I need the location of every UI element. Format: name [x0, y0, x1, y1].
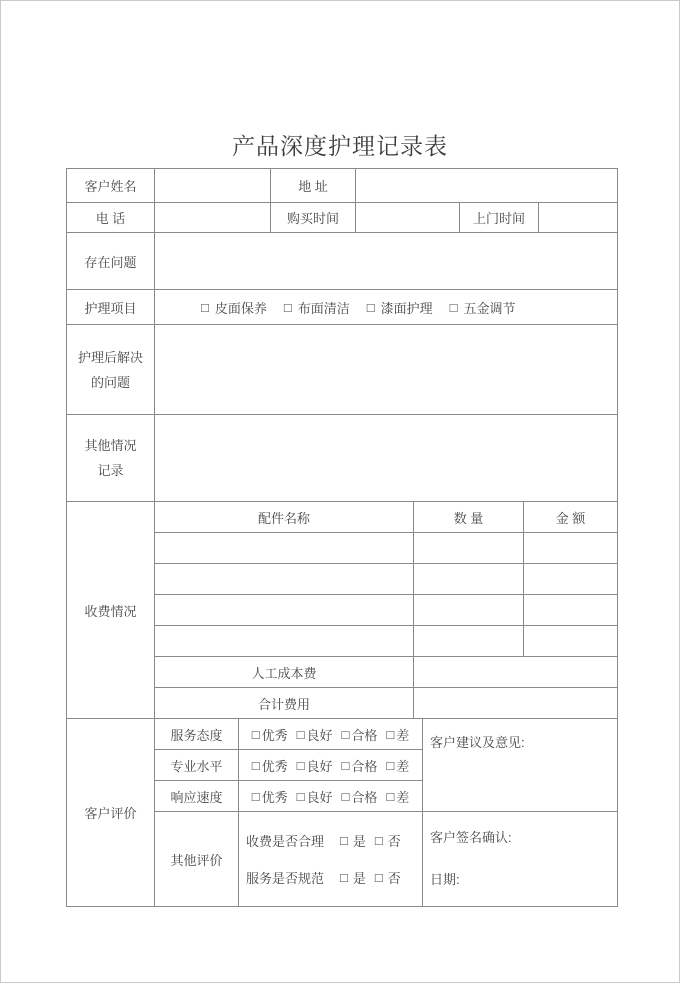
row-existing-problems [67, 233, 617, 290]
other-evaluation-label: 其他评价 [155, 812, 239, 906]
care-item-option [201, 298, 267, 317]
phone-label: 电 话 [67, 203, 155, 232]
no-label: 否 [387, 833, 401, 849]
amount-cell[interactable] [524, 533, 617, 563]
care-option-label: 五金调节 [463, 300, 516, 316]
checkbox-icon[interactable]: □ [251, 788, 260, 804]
accessory-name-cell[interactable] [155, 533, 414, 563]
question-line [239, 868, 422, 887]
visit-time-label: 上门时间 [460, 203, 539, 232]
quantity-header: 数 量 [414, 502, 524, 532]
labor-cost-row [155, 657, 617, 688]
checkbox-icon[interactable]: □ [296, 726, 305, 742]
suggestions-label: 客户建议及意见: [430, 735, 525, 750]
accessory-name-header: 配件名称 [155, 502, 414, 532]
checkbox-icon[interactable]: □ [251, 757, 260, 773]
rating-option-label: 良好 [306, 789, 333, 805]
quantity-cell[interactable] [414, 595, 524, 625]
amount-cell[interactable] [524, 595, 617, 625]
purchase-time-input-cell[interactable] [356, 203, 460, 232]
care-item-option [367, 298, 433, 317]
row-customer-address [67, 169, 617, 203]
rating-option-label: 差 [396, 727, 410, 743]
rating-option-label: 良好 [306, 758, 333, 774]
evaluation-section [67, 719, 617, 906]
accessory-name-cell[interactable] [155, 595, 414, 625]
checkbox-icon[interactable]: □ [340, 832, 348, 848]
rating-option-label: 优秀 [261, 789, 288, 805]
other-records-label [67, 415, 155, 501]
rating-option-label: 优秀 [261, 727, 288, 743]
care-option-label: 漆面护理 [380, 300, 433, 316]
checkbox-icon[interactable]: □ [283, 299, 292, 315]
question-text: 收费是否合理 [246, 833, 325, 849]
customer-name-label: 客户姓名 [67, 169, 155, 202]
signature-label: 客户签名确认: [430, 830, 512, 845]
checkbox-icon[interactable]: □ [386, 757, 395, 773]
other-records-label-line2: 记录 [97, 463, 124, 478]
row-care-items [67, 290, 617, 325]
resolved-problems-label-line2: 的问题 [90, 374, 130, 390]
rating-option [297, 756, 333, 775]
checkbox-icon[interactable]: □ [374, 832, 383, 848]
existing-problems-input-cell[interactable] [155, 233, 617, 289]
rating-row [155, 750, 422, 781]
resolved-problems-label-line1: 护理后解决 [77, 349, 143, 365]
checkbox-icon[interactable]: □ [340, 870, 348, 886]
quantity-cell[interactable] [414, 564, 524, 594]
row-resolved-problems [67, 325, 617, 415]
evaluation-section-label: 客户评价 [67, 719, 155, 906]
rating-label: 响应速度 [155, 781, 239, 811]
phone-input-cell[interactable] [155, 203, 271, 232]
quantity-cell[interactable] [414, 533, 524, 563]
checkbox-icon[interactable]: □ [386, 788, 395, 804]
address-input-cell[interactable] [356, 169, 617, 202]
resolved-problems-label [67, 325, 155, 414]
rating-row [155, 781, 422, 812]
rating-option [252, 725, 288, 744]
accessory-row [155, 533, 617, 564]
rating-label: 服务态度 [155, 719, 239, 749]
rating-option-label: 良好 [306, 727, 333, 743]
rating-option [342, 787, 378, 806]
purchase-time-label: 购买时间 [271, 203, 356, 232]
checkbox-icon[interactable]: □ [366, 299, 375, 315]
rating-option [342, 756, 378, 775]
question-text: 服务是否规范 [246, 871, 325, 887]
rating-row [155, 719, 422, 750]
yes-label: 是 [352, 871, 366, 887]
rating-option-label: 合格 [351, 758, 378, 774]
existing-problems-label: 存在问题 [67, 233, 155, 289]
date-label: 日期: [430, 872, 460, 887]
care-item-option [450, 298, 516, 317]
labor-cost-label: 人工成本费 [155, 657, 414, 687]
rating-option-label: 合格 [351, 727, 378, 743]
rating-option [386, 725, 409, 744]
resolved-problems-input-cell[interactable] [155, 325, 617, 414]
rating-option-label: 差 [396, 758, 410, 774]
accessory-name-cell[interactable] [155, 626, 414, 656]
yes-option [340, 868, 366, 887]
row-other-records [67, 415, 617, 502]
yes-no-options [340, 868, 401, 887]
address-label: 地 址 [271, 169, 356, 202]
rating-options-cell [239, 719, 422, 749]
checkbox-icon[interactable]: □ [296, 788, 305, 804]
question-line [239, 831, 422, 850]
form-title: 产品深度护理记录表 [232, 133, 448, 159]
other-records-label-line1: 其他情况 [84, 438, 137, 453]
rating-options-cell [239, 781, 422, 811]
checkbox-icon[interactable]: □ [449, 299, 458, 315]
fees-section-label: 收费情况 [67, 502, 155, 718]
checkbox-icon[interactable]: □ [296, 757, 305, 773]
total-cost-label: 合计费用 [155, 688, 414, 718]
evaluation-right-panel [423, 719, 617, 906]
record-form-table [66, 168, 618, 907]
row-phone-times [67, 203, 617, 233]
other-evaluation-questions-cell [239, 812, 422, 906]
checkbox-icon[interactable]: □ [386, 726, 395, 742]
rating-options-cell [239, 750, 422, 780]
rating-option [386, 787, 409, 806]
labor-cost-input-cell[interactable] [414, 657, 617, 687]
care-item-option [284, 298, 350, 317]
care-items-options-cell [155, 290, 617, 324]
yes-option [340, 831, 366, 850]
amount-cell[interactable] [524, 564, 617, 594]
checkbox-icon[interactable]: □ [374, 870, 383, 886]
checkbox-icon[interactable]: □ [341, 788, 350, 804]
no-option [375, 868, 401, 887]
checkbox-icon[interactable]: □ [341, 726, 350, 742]
other-evaluation-row [155, 812, 422, 906]
no-option [375, 831, 401, 850]
care-items-label: 护理项目 [67, 290, 155, 324]
total-cost-row [155, 688, 617, 718]
quantity-cell[interactable] [414, 626, 524, 656]
rating-option [297, 725, 333, 744]
suggestions-cell[interactable] [423, 719, 617, 812]
fees-section [67, 502, 617, 719]
rating-option [252, 787, 288, 806]
yes-no-options [340, 831, 401, 850]
no-label: 否 [387, 871, 401, 887]
other-records-input-cell[interactable] [155, 415, 617, 501]
fees-sub-table [155, 502, 617, 718]
accessory-row [155, 595, 617, 626]
rating-label: 专业水平 [155, 750, 239, 780]
rating-option [297, 787, 333, 806]
evaluation-rating-table [155, 719, 423, 906]
accessory-name-cell[interactable] [155, 564, 414, 594]
rating-option [386, 756, 409, 775]
checkbox-icon[interactable]: □ [251, 726, 260, 742]
signature-cell[interactable] [423, 812, 617, 906]
accessory-row [155, 626, 617, 657]
rating-option-label: 差 [396, 789, 410, 805]
fees-header-row [155, 502, 617, 533]
accessory-row [155, 564, 617, 595]
rating-option [342, 725, 378, 744]
amount-cell[interactable] [524, 626, 617, 656]
rating-option-label: 合格 [351, 789, 378, 805]
amount-header: 金 额 [555, 510, 586, 526]
checkbox-icon[interactable]: □ [341, 757, 350, 773]
customer-name-input-cell[interactable] [155, 169, 271, 202]
care-option-label: 布面清洁 [297, 300, 350, 316]
visit-time-input-cell[interactable] [539, 203, 617, 232]
care-option-label: 皮面保养 [214, 300, 267, 316]
rating-option-label: 优秀 [261, 758, 288, 774]
total-cost-input-cell[interactable] [414, 688, 617, 718]
yes-label: 是 [352, 833, 366, 849]
checkbox-icon[interactable]: □ [201, 299, 209, 315]
rating-option [252, 756, 288, 775]
